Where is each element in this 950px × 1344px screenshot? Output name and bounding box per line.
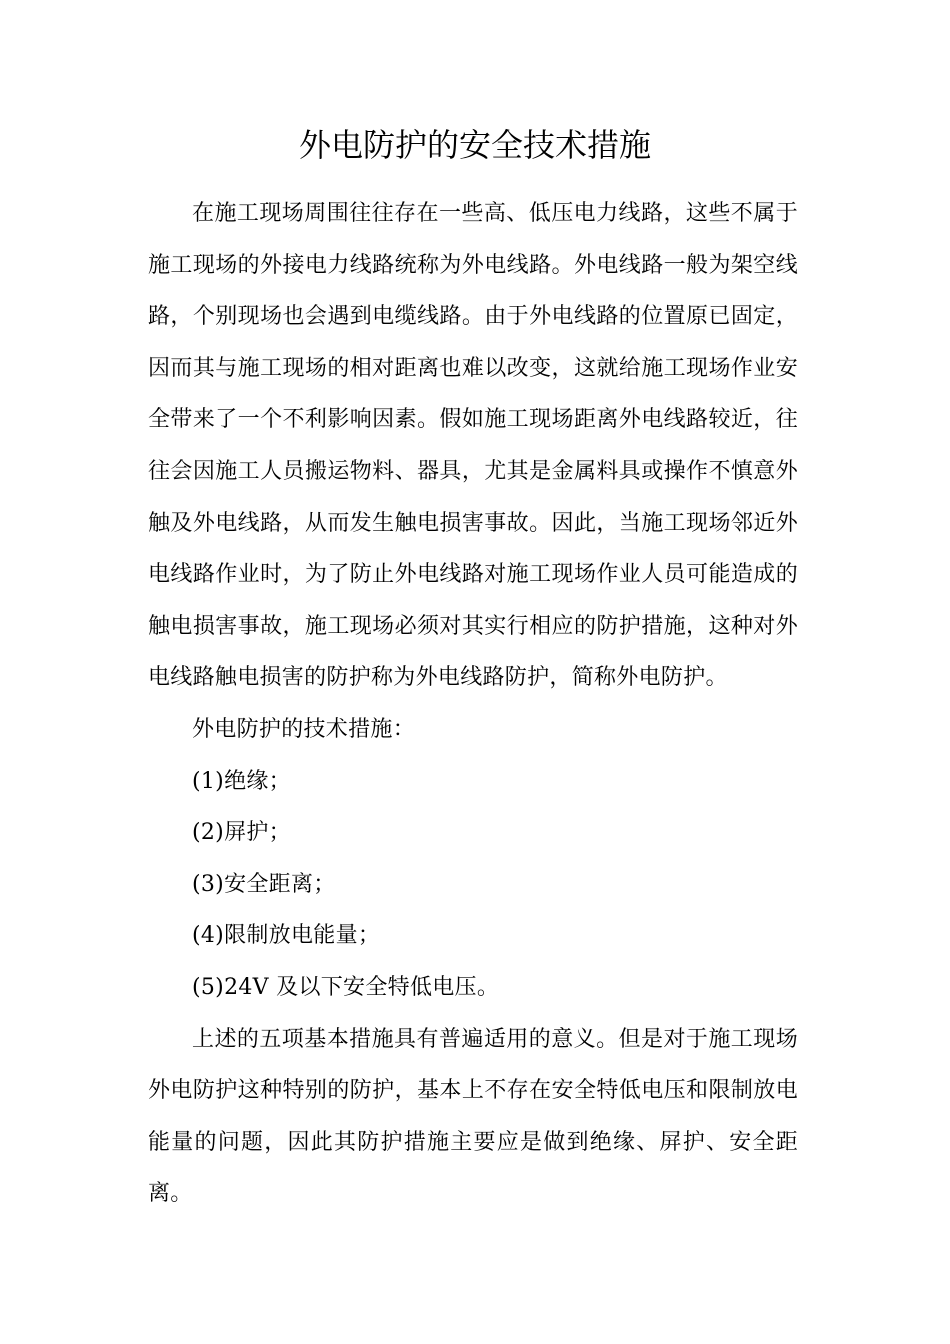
conclusion-paragraph: 上述的五项基本措施具有普遍适用的意义。但是对于施工现场外电防护这种特别的防护，基本上不存在安全特低电压和限制放电能量的问题，因此其防护措施主要应是做到绝缘、屏护、安全距离。 — [148, 1026, 798, 1207]
measure-item-2: (2)屏护； — [192, 820, 291, 846]
measure-item-1: (1)绝缘； — [192, 768, 291, 794]
document-body — [148, 188, 798, 1220]
measures-heading: 外电防护的技术措施： — [192, 716, 416, 742]
measure-item-3: (3)安全距离； — [192, 871, 336, 897]
intro-paragraph: 在施工现场周围往往存在一些高、低压电力线路，这些不属于施工现场的外接电力线路统称为外电线路。外电线路一般为架空线路，个别现场也会遇到电缆线路。由于外电线路的位置原已固定，因而其与施工现场的相对距离也难以改变，这就给施工现场作业安全带来了一个不利影响因素。假如施工现场距离外电线路较近，往往会因施工人员搬运物料、器具，尤其是金属料具或操作不慎意外触及外电线路，从而发生触电损害事故。因此，当施工现场邻近外电线路作业时，为了防止外电线路对施工现场作业人员可能造成的触电损害事故，施工现场必须对其实行相应的防护措施，这种对外电线路触电损害的防护称为外电线路防护，简称外电防护。 — [148, 201, 798, 691]
document-title: 外电防护的安全技术措施 — [298, 126, 651, 164]
measure-item-5: (5)24V 及以下安全特低电压。 — [192, 974, 500, 1000]
measure-item-4: (4)限制放电能量； — [192, 923, 381, 949]
